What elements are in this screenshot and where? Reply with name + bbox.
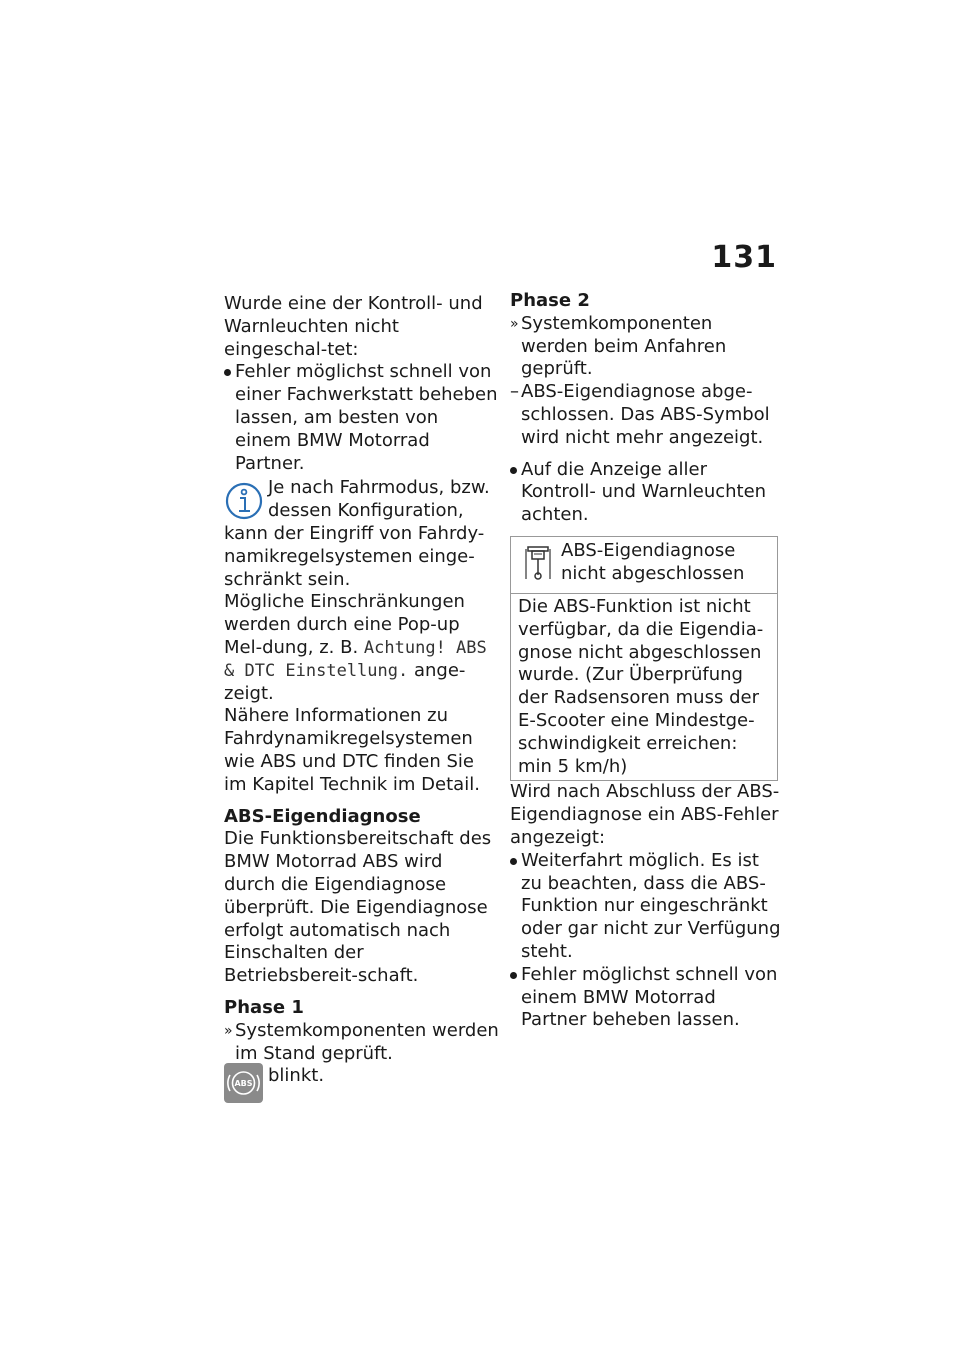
intro-text: Wurde eine der Kontroll- und Warnleuchten nicht eingeschal-tet: <box>224 293 483 360</box>
bullet-a: Weiterfahrt möglich. Es ist zu beachten, dass die ABS-Funktion nur eingeschränkt oder gar nicht zur Verfügung steht. <box>521 849 781 962</box>
phase2-result: ABS-Eigendiagnose abge-schlossen. Das ABS-Symbol wird nicht mehr angezeigt. <box>521 381 770 448</box>
abs-self-diagnosis-icon <box>525 545 551 581</box>
info-text-b: kann der Eingriff von Fahrdy-namikregelsystemen einge-schränkt sein. <box>224 522 485 590</box>
list-item <box>224 361 499 475</box>
phase1-title: Phase 1 <box>224 996 304 1018</box>
phase2-step: Systemkomponenten werden beim Anfahren geprüft. <box>521 312 727 380</box>
abs-warning-icon <box>224 1063 263 1103</box>
info-text-c: Mögliche Einschränkungen werden durch eine Pop-up Mel-dung, z. B. <box>224 591 465 658</box>
phase2-title: Phase 2 <box>510 290 590 311</box>
info-text-d: ange-zeigt. <box>224 659 466 704</box>
section-title: ABS-Eigendiagnose <box>224 805 421 827</box>
list-item <box>510 459 782 527</box>
warning-box <box>510 536 778 781</box>
phase1-step: Systemkomponenten werden im Stand geprüft. <box>235 1019 499 1064</box>
section-text: Die Funktionsbereitschaft des BMW Motorrad ABS wird durch die Eigendiagnose überprüft. Die Eigendiagnose erfolgt automatisch nach Einschalten der Betriebsbereit-schaft. <box>224 828 492 987</box>
after-box-text: Wird nach Abschluss der ABS-Eigendiagnose ein ABS-Fehler angezeigt: <box>510 781 780 848</box>
bullet-watch: Auf die Anzeige aller Kontroll- und Warnleuchten achten. <box>521 458 767 526</box>
info-text-a: Je nach Fahrmodus, bzw. dessen Konfiguration, <box>268 477 490 522</box>
page-number: 131 <box>711 240 777 275</box>
warning-box-header <box>511 537 777 594</box>
abs-blink-note <box>224 1065 499 1107</box>
right-column <box>510 290 782 1032</box>
info-icon <box>224 481 264 521</box>
list-item <box>510 313 782 381</box>
arrow-marker: » <box>224 1022 233 1039</box>
list-item <box>224 1020 499 1066</box>
list-item <box>510 850 782 964</box>
list-item <box>510 381 782 449</box>
warning-box-title: ABS-Eigendiagnose nicht abgeschlossen <box>561 539 745 584</box>
info-note <box>224 477 499 796</box>
arrow-marker: » <box>510 315 519 332</box>
more-info-text: Nähere Informationen zu Fahrdynamikregelsystemen wie ABS und DTC finden Sie im Kapitel Technik im Detail. <box>224 705 480 795</box>
abs-icon-label: ABS <box>234 1079 253 1089</box>
popup-code: Achtung! ABS & DTC Einstellung. <box>224 637 487 681</box>
warning-box-body: Die ABS-Funktion ist nicht verfügbar, da die Eigendia-gnose nicht abgeschlossen wurde. (Zur Überprüfung der Radsensoren muss der E-Scooter eine Mindestge-schwindigkeit erreichen: min 5 km/h) <box>518 595 764 777</box>
info-text-c-wrap <box>224 591 499 705</box>
list-item <box>510 964 782 1032</box>
bullet-b: Fehler möglichst schnell von einem BMW Motorrad Partner beheben lassen. <box>521 963 778 1031</box>
bullet-text: Fehler möglichst schnell von einer Fachwerkstatt beheben lassen, am besten von einem BMW Motorrad Partner. <box>235 361 498 474</box>
left-column <box>224 293 499 1107</box>
blinkt-text: blinkt. <box>268 1065 325 1087</box>
dash-marker: – <box>510 381 519 403</box>
